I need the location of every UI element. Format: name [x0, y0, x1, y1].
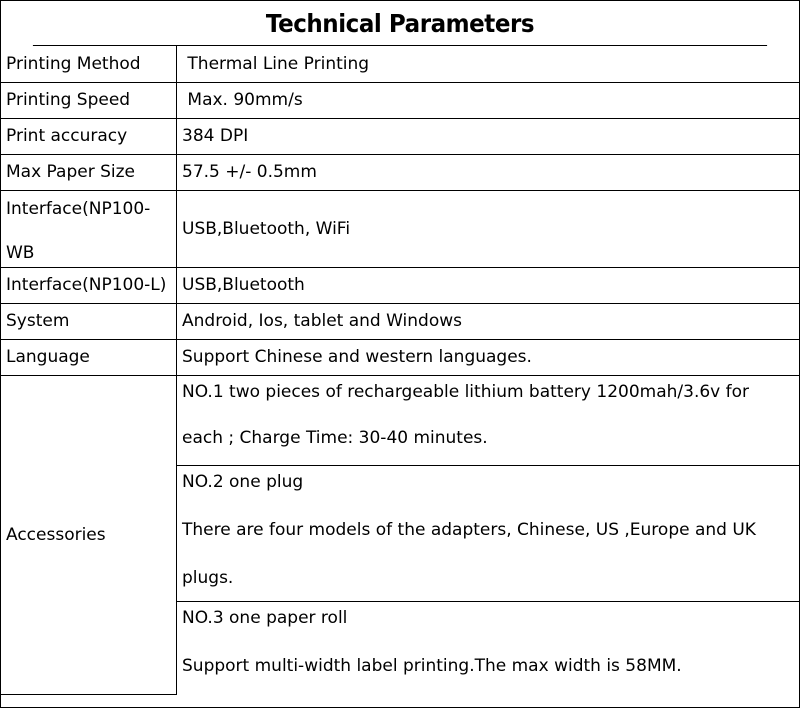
accessory-line: There are four models of the adapters, Chinese, US ,Europe and UK: [182, 519, 756, 540]
table-row-language: [1, 339, 799, 375]
row-label: Printing Method: [1, 46, 177, 82]
table-row-interface-wb: [1, 190, 799, 267]
row-label: Print accuracy: [1, 118, 177, 154]
parameters-table: [1, 46, 799, 695]
row-value: Thermal Line Printing: [177, 46, 800, 82]
accessory-line: each ; Charge Time: 30-40 minutes.: [182, 427, 488, 448]
accessory-line: Support multi-width label printing.The max width is 58MM.: [182, 655, 682, 676]
row-value: USB,Bluetooth, WiFi: [177, 190, 800, 267]
table-row-interface-l: [1, 267, 799, 303]
row-label: [1, 190, 177, 267]
accessories-label: Accessories: [1, 375, 177, 695]
accessory-item: [177, 465, 800, 601]
row-value: USB,Bluetooth: [177, 267, 800, 303]
row-label: Max Paper Size: [1, 154, 177, 190]
row-label-line: WB: [6, 242, 35, 263]
row-label: Printing Speed: [1, 82, 177, 118]
row-label: Interface(NP100-L): [1, 267, 177, 303]
table-row-accessories-1: [1, 375, 799, 465]
row-label: Language: [1, 339, 177, 375]
row-label-line: Interface(NP100-: [6, 198, 151, 219]
row-value: Support Chinese and western languages.: [177, 339, 800, 375]
accessory-line: plugs.: [182, 567, 234, 588]
accessory-item: [177, 601, 800, 695]
accessory-line: NO.2 one plug: [182, 471, 304, 492]
table-row-system: [1, 303, 799, 339]
table-row-printing-speed: [1, 82, 799, 118]
row-value: Max. 90mm/s: [177, 82, 800, 118]
table-row-max-paper-size: [1, 154, 799, 190]
row-label: System: [1, 303, 177, 339]
page-title: Technical Parameters: [33, 1, 767, 46]
accessory-line: NO.3 one paper roll: [182, 607, 348, 628]
accessory-line: NO.1 two pieces of rechargeable lithium battery 1200mah/3.6v for: [182, 381, 750, 402]
accessory-item: [177, 375, 800, 465]
row-value: Android, Ios, tablet and Windows: [177, 303, 800, 339]
table-row-printing-method: [1, 46, 799, 82]
row-value: 57.5 +/- 0.5mm: [177, 154, 800, 190]
table-row-print-accuracy: [1, 118, 799, 154]
row-value: 384 DPI: [177, 118, 800, 154]
